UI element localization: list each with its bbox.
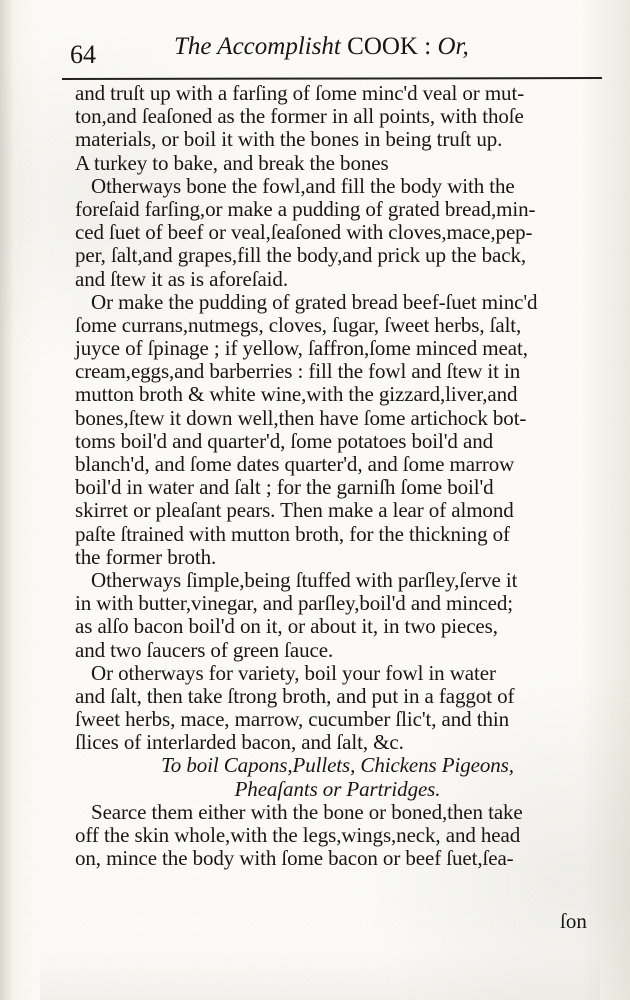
- paragraph-start-line: Searce them either with the bone or boned,then take: [91, 799, 523, 824]
- text-line: boil'd in water and ſalt ; for the garniſh ſome boil'd: [75, 475, 494, 500]
- text-line: blanch'd, and ſome dates quarter'd, and ſome marrow: [75, 452, 515, 476]
- text-line: materials, or boil it with the bones in being truſt up.: [75, 127, 503, 152]
- text-line: ſlices of interlarded bacon, and ſalt, &c.: [75, 730, 404, 755]
- text-line: as alſo bacon boil'd on it, or about it, in two pieces,: [75, 614, 498, 639]
- running-head-caps: COOK: [347, 33, 418, 60]
- page-header: [70, 34, 600, 74]
- text-line: paſte ſtrained with mutton broth, for the thickning of: [75, 521, 510, 546]
- text-line: and ſtew it as is aforeſaid.: [75, 266, 288, 291]
- text-line: bones,ſtew it down well,then have ſome artichock bot-: [75, 405, 527, 430]
- text-line: ced ſuet of beef or veal,ſeaſoned with cloves,mace,pep-: [75, 220, 533, 245]
- text-line: off the skin whole,with the legs,wings,neck, and head: [75, 823, 521, 847]
- text-line: juyce of ſpinage ; if yellow, ſaffron,ſome minced meat,: [75, 336, 528, 361]
- text-line: the former broth.: [75, 544, 217, 569]
- paragraph-start-line: Otherways ſimple,being ſtuffed with parſley,ſerve it: [91, 567, 518, 592]
- text-line: and ſalt, then take ſtrong broth, and put in a faggot of: [75, 683, 515, 708]
- text-line: on, mince the body with ſome bacon or beef ſuet,ſea-: [75, 846, 514, 871]
- text-line: and two ſaucers of green ſauce.: [75, 637, 334, 662]
- text-line: skirret or pleaſant pears. Then make a lear of almond: [75, 498, 514, 523]
- text-line: A turkey to bake, and break the bones: [75, 150, 389, 175]
- catchword: ſon: [560, 909, 587, 933]
- text-line: cream,eggs,and barberries : fill the fowl and ſtew it in: [75, 359, 521, 384]
- running-head-suffix: Or,: [437, 33, 469, 60]
- text-line: ſome currans,nutmegs, cloves, ſugar, ſweet herbs, ſalt,: [75, 312, 522, 337]
- header-rule: [62, 77, 602, 80]
- text-line: in with butter,vinegar, and parſley,boil'd and minced;: [75, 591, 513, 616]
- paragraph-start-line: Or make the pudding of grated bread beef-ſuet minc'd: [91, 289, 538, 314]
- paragraph-start-line: Otherways bone the fowl,and fill the body with the: [91, 173, 515, 198]
- paper-shadow: [40, 950, 600, 1000]
- running-head-colon: :: [424, 33, 438, 60]
- page-body: [75, 82, 600, 870]
- running-head: [174, 34, 469, 59]
- text-line: toms boil'd and quarter'd, ſome potatoes boil'd and: [75, 428, 494, 453]
- text-line: mutton broth & white wine,with the gizzard,liver,and: [75, 382, 518, 407]
- paragraph-start-line: Or otherways for variety, boil your fowl in water: [91, 660, 496, 685]
- text-line: per, ſalt,and grapes,fill the body,and prick up the back,: [75, 243, 527, 268]
- text-line: and truſt up with a farſing of ſome minc'd veal or mut-: [75, 81, 525, 105]
- text-line: foreſaid farſing,or make a pudding of grated bread,min-: [75, 196, 536, 221]
- page-number: 64: [70, 40, 96, 69]
- section-heading: To boil Capons,Pullets, Chickens Pigeons,: [161, 753, 514, 778]
- text-line: ſweet herbs, mace, marrow, cucumber ſlic't, and thin: [75, 707, 509, 732]
- section-heading-continuation: Pheaſants or Partridges.: [234, 776, 441, 801]
- text-line: ton,and ſeaſoned as the former in all points, with thoſe: [75, 104, 524, 129]
- running-head-title: The Accomplisht: [174, 33, 341, 60]
